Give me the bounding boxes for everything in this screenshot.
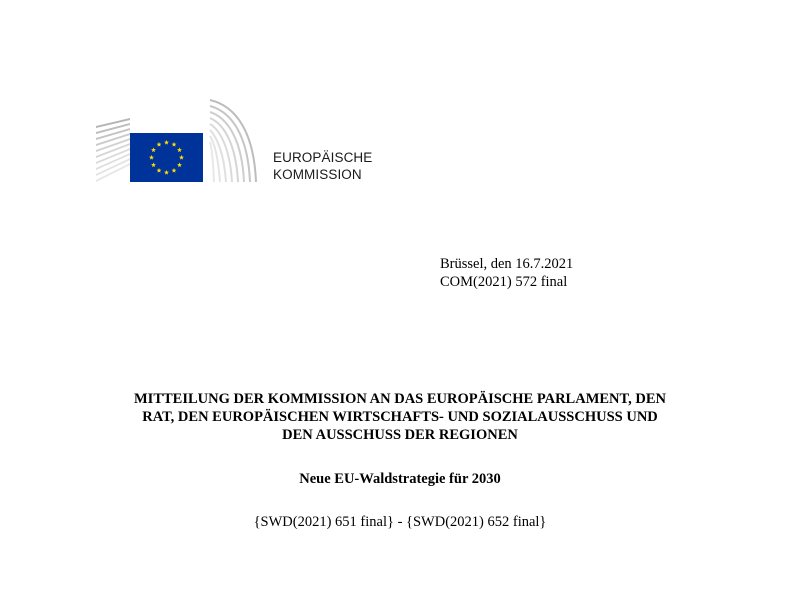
organization-name-line-2: KOMMISSION	[273, 167, 362, 182]
document-meta	[440, 255, 573, 291]
document-title-line-2: RAT, DEN EUROPÄISCHEN WIRTSCHAFTS- UND SOZIALAUSSCHUSS UND	[142, 409, 658, 425]
european-commission-logo	[94, 96, 266, 188]
building-curves-right	[210, 100, 256, 182]
document-title	[60, 390, 740, 444]
place-and-date: Brüssel, den 16.7.2021	[440, 256, 574, 272]
document-subtitle: Neue EU-Waldstrategie für 2030	[299, 471, 501, 487]
related-documents: {SWD(2021) 651 final} - {SWD(2021) 652 final}	[253, 514, 547, 530]
document-reference: COM(2021) 572 final	[440, 274, 568, 290]
building-lines-left	[96, 118, 130, 182]
logo-graphic	[94, 96, 266, 188]
organization-name	[273, 149, 372, 183]
organization-name-line-1: EUROPÄISCHE	[273, 150, 373, 165]
document-title-line-1: MITTEILUNG DER KOMMISSION AN DAS EUROPÄISCHE PARLAMENT, DEN	[134, 391, 666, 407]
document-title-line-3: DEN AUSSCHUSS DER REGIONEN	[282, 427, 518, 443]
